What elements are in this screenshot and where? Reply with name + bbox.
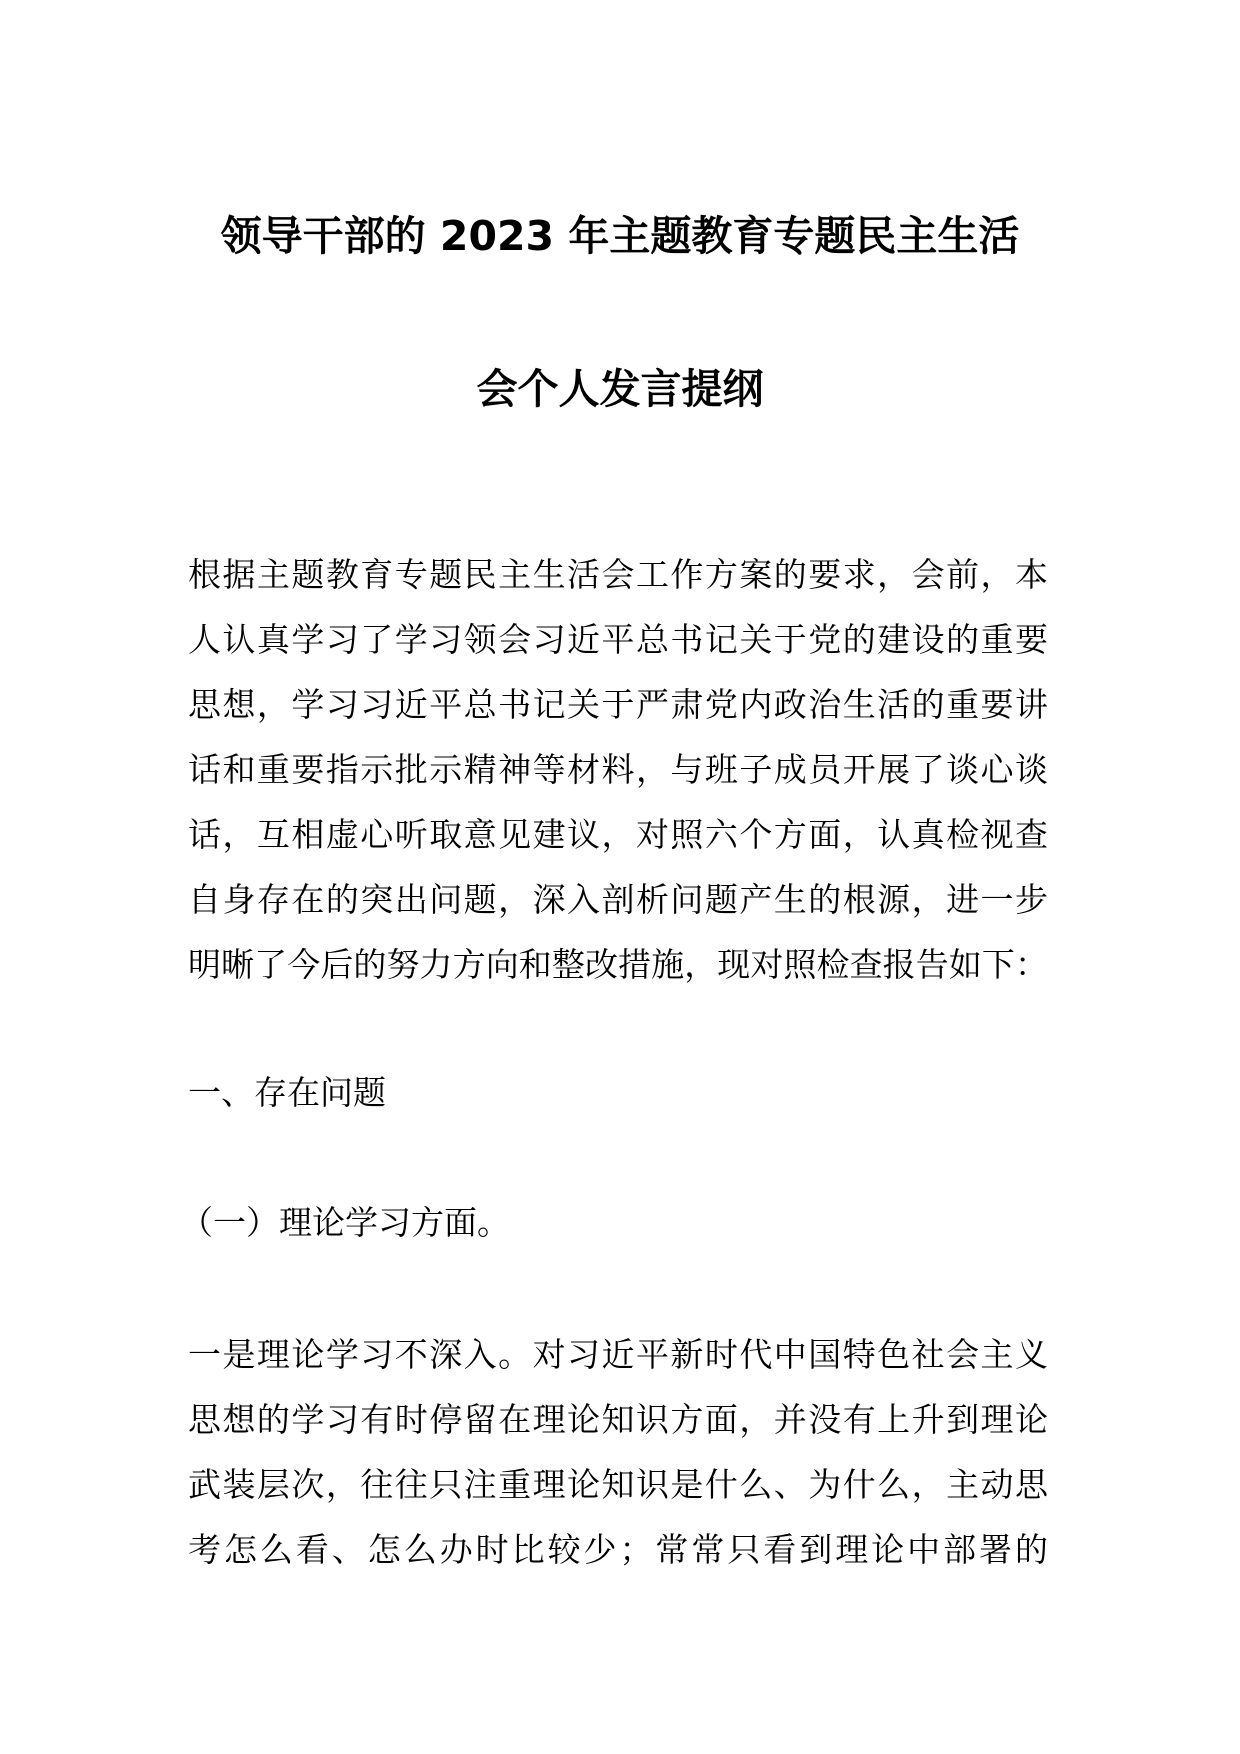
paragraph-line: 武装层次，往往只注重理论知识是什么、为什么，主动思 [188,1465,1048,1504]
paragraph-line: 话和重要指示批示精神等材料，与班子成员开展了谈心谈 [188,750,1048,789]
paragraph-line: 话，互相虚心听取意见建议，对照六个方面，认真检视查 [188,815,1048,854]
section-heading-problems: 一、存在问题 [188,1073,386,1112]
point-paragraph-1 [188,1322,1048,1582]
document-title-line-2: 会个人发言提纲 [476,365,764,413]
intro-paragraph [188,542,1048,997]
paragraph-line: 思想的学习有时停留在理论知识方面，并没有上升到理论 [188,1400,1048,1439]
paragraph-line: 思想，学习习近平总书记关于严肃党内政治生活的重要讲 [188,685,1048,724]
paragraph-line: 一是理论学习不深入。对习近平新时代中国特色社会主义 [188,1335,1048,1374]
paragraph-line: 自身存在的突出问题，深入剖析问题产生的根源，进一步 [188,880,1048,919]
paragraph-line: 明晰了今后的努力方向和整改措施，现对照检查报告如下： [188,945,1048,984]
subsection-heading-theory-study: （一）理论学习方面。 [180,1203,510,1242]
paragraph-line: 人认真学习了学习领会习近平总书记关于党的建设的重要 [188,620,1048,659]
paragraph-line: 考怎么看、怎么办时比较少；常常只看到理论中部署的 [188,1530,1048,1569]
document-title-line-1: 领导干部的 2023 年主题教育专题民主生活 [220,212,1020,260]
paragraph-line: 根据主题教育专题民主生活会工作方案的要求，会前，本 [188,555,1048,594]
